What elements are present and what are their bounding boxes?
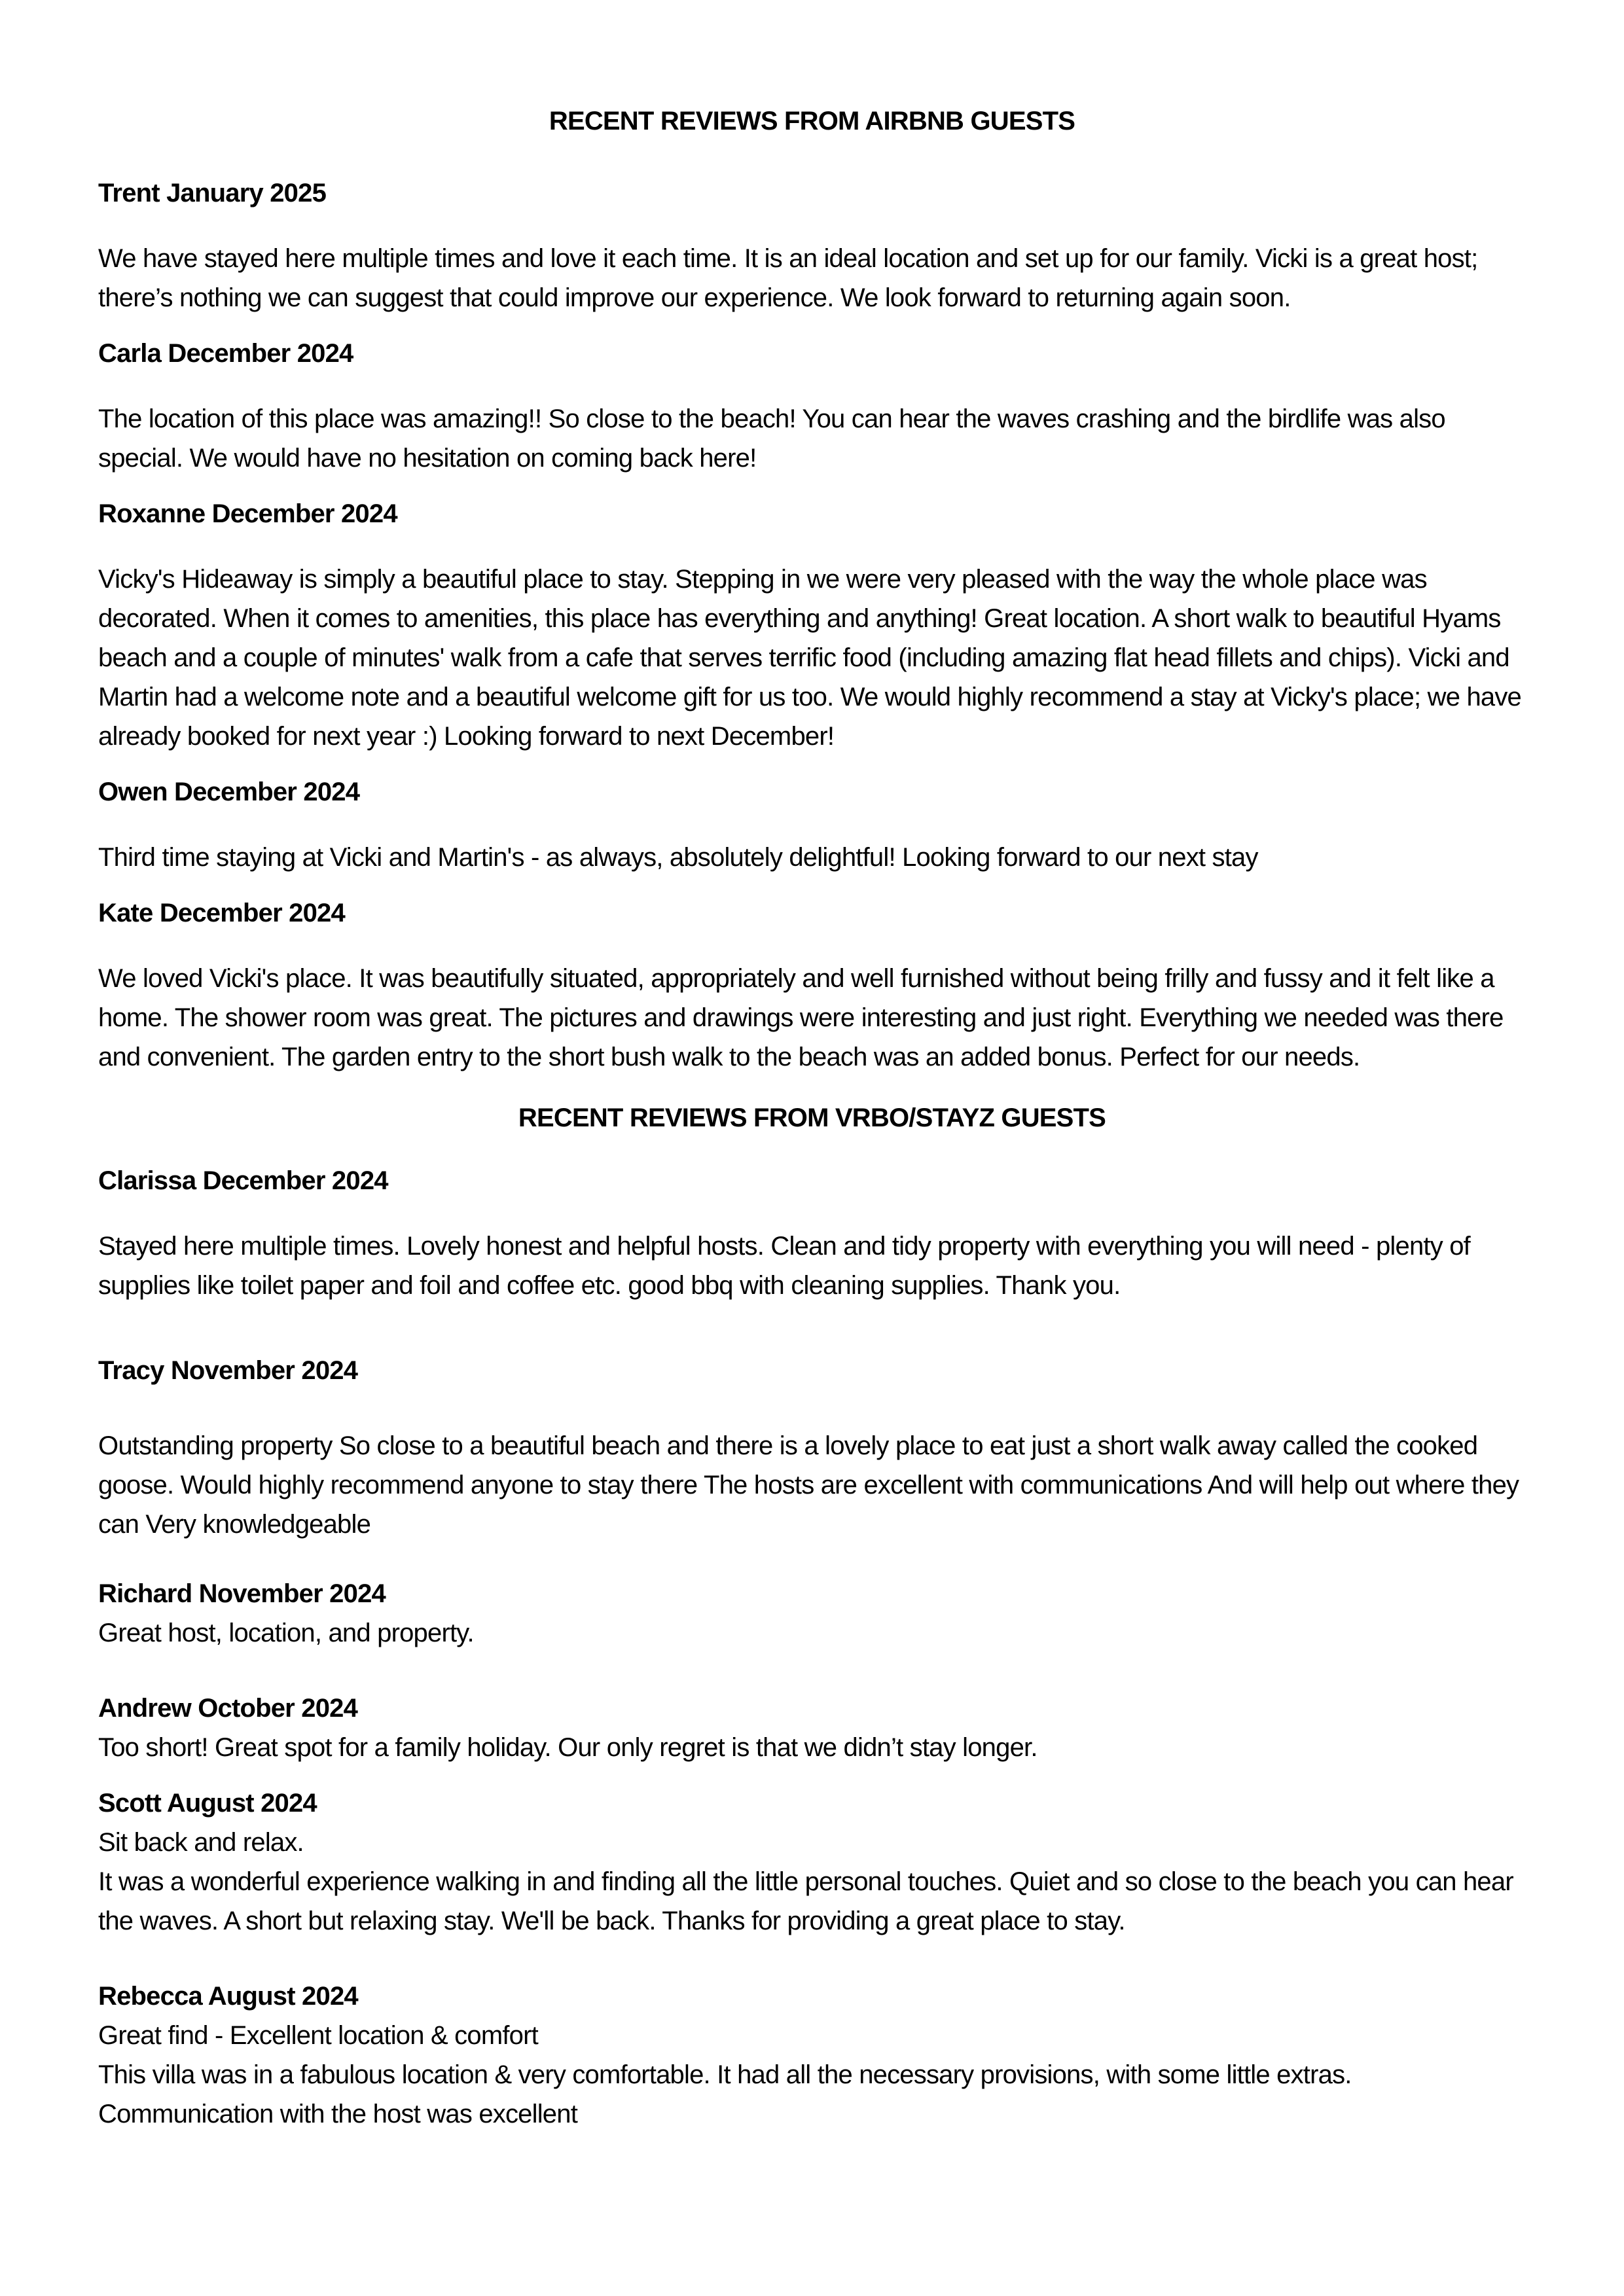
review-line: Great host, location, and property.	[98, 1619, 474, 1647]
review-text	[98, 1227, 1526, 1305]
review-name: Owen December 2024	[98, 778, 360, 806]
review-name: Kate December 2024	[98, 899, 345, 927]
review-paragraph: Stayed here multiple times. Lovely honest and helpful hosts. Clean and tidy property with everything you will need - plenty of supplies like toilet paper and foil and coffee etc. good bbq with cleaning supplies. Thank you.	[98, 1232, 1470, 1300]
review-text	[98, 1823, 1526, 1941]
review-line: Great find - Excellent location & comfort	[98, 2021, 538, 2050]
review-line: Communication with the host was excellent	[98, 2100, 578, 2128]
review-text	[98, 1728, 1526, 1767]
review-name: Andrew October 2024	[98, 1694, 358, 1723]
section-title-vrbo-stayz: RECENT REVIEWS FROM VRBO/STAYZ GUESTS	[518, 1103, 1106, 1132]
review-text	[98, 1426, 1526, 1544]
review-text	[98, 959, 1526, 1077]
review-text	[98, 2016, 1526, 2134]
review-name: Trent January 2025	[98, 179, 327, 207]
review-owen	[98, 772, 1526, 877]
review-paragraph: Vicky's Hideaway is simply a beautiful place to stay. Stepping in we were very pleased with the way the whole place was decorated. When it comes to amenities, this place has everything and anything! Great location. A short walk to beautiful Hyams beach and a couple of minutes' walk from a cafe that serves terrific food (including amazing flat head fillets and chips). Vicki and Martin had a welcome note and a beautiful welcome gift for us too. We would highly recommend a stay at Vicky's place; we have already booked for next year :) Looking forward to next December!	[98, 565, 1522, 751]
review-text	[98, 838, 1526, 877]
review-andrew	[98, 1689, 1526, 1767]
review-roxanne	[98, 494, 1526, 756]
review-name: Roxanne December 2024	[98, 499, 397, 528]
review-tracy	[98, 1351, 1526, 1544]
review-text	[98, 1613, 1526, 1653]
review-name: Richard November 2024	[98, 1579, 386, 1608]
review-clarissa	[98, 1161, 1526, 1305]
review-text	[98, 560, 1526, 756]
review-text	[98, 399, 1526, 478]
review-paragraph: The location of this place was amazing!! So close to the beach! You can hear the waves crashing and the birdlife was also special. We would have no hesitation on coming back here!	[98, 404, 1445, 473]
review-scott	[98, 1784, 1526, 1941]
review-paragraph: Outstanding property So close to a beautiful beach and there is a lovely place to eat just a short walk away called the cooked goose. Would highly recommend anyone to stay there The hosts are excellent with communications And will help out where they can Very knowledgeable	[98, 1431, 1519, 1539]
review-paragraph: We loved Vicki's place. It was beautifully situated, appropriately and well furnished without being frilly and fussy and it felt like a home. The shower room was great. The pictures and drawings were interesting and just right. Everything we needed was there and convenient. The garden entry to the short bush walk to the beach was an added bonus. Perfect for our needs.	[98, 964, 1504, 1071]
review-paragraph: Third time staying at Vicki and Martin's - as always, absolutely delightful! Looking forward to our next stay	[98, 843, 1258, 872]
section-title-airbnb: RECENT REVIEWS FROM AIRBNB GUESTS	[549, 107, 1075, 135]
review-line: Sit back and relax.	[98, 1828, 304, 1857]
review-carla	[98, 334, 1526, 478]
review-paragraph: We have stayed here multiple times and love it each time. It is an ideal location and set up for our family. Vicki is a great host; there’s nothing we can suggest that could improve our experience. We look forward to returning again soon.	[98, 244, 1478, 312]
review-trent	[98, 173, 1526, 317]
review-name: Tracy November 2024	[98, 1356, 358, 1385]
review-name: Scott August 2024	[98, 1789, 317, 1818]
review-name: Clarissa December 2024	[98, 1166, 388, 1195]
review-richard	[98, 1574, 1526, 1653]
review-line: It was a wonderful experience walking in and finding all the little personal touches. Quiet and so close to the beach you can hear the waves. A short but relaxing stay. We'll be back. Thanks for providing a great place to stay.	[98, 1867, 1513, 1935]
review-line: Too short! Great spot for a family holiday. Our only regret is that we didn’t stay longer.	[98, 1733, 1038, 1762]
review-rebecca	[98, 1977, 1526, 2134]
review-line: This villa was in a fabulous location & very comfortable. It had all the necessary provisions, with some little extras.	[98, 2060, 1352, 2089]
review-kate	[98, 893, 1526, 1077]
review-name: Carla December 2024	[98, 339, 353, 368]
review-name: Rebecca August 2024	[98, 1982, 358, 2011]
review-text	[98, 239, 1526, 317]
